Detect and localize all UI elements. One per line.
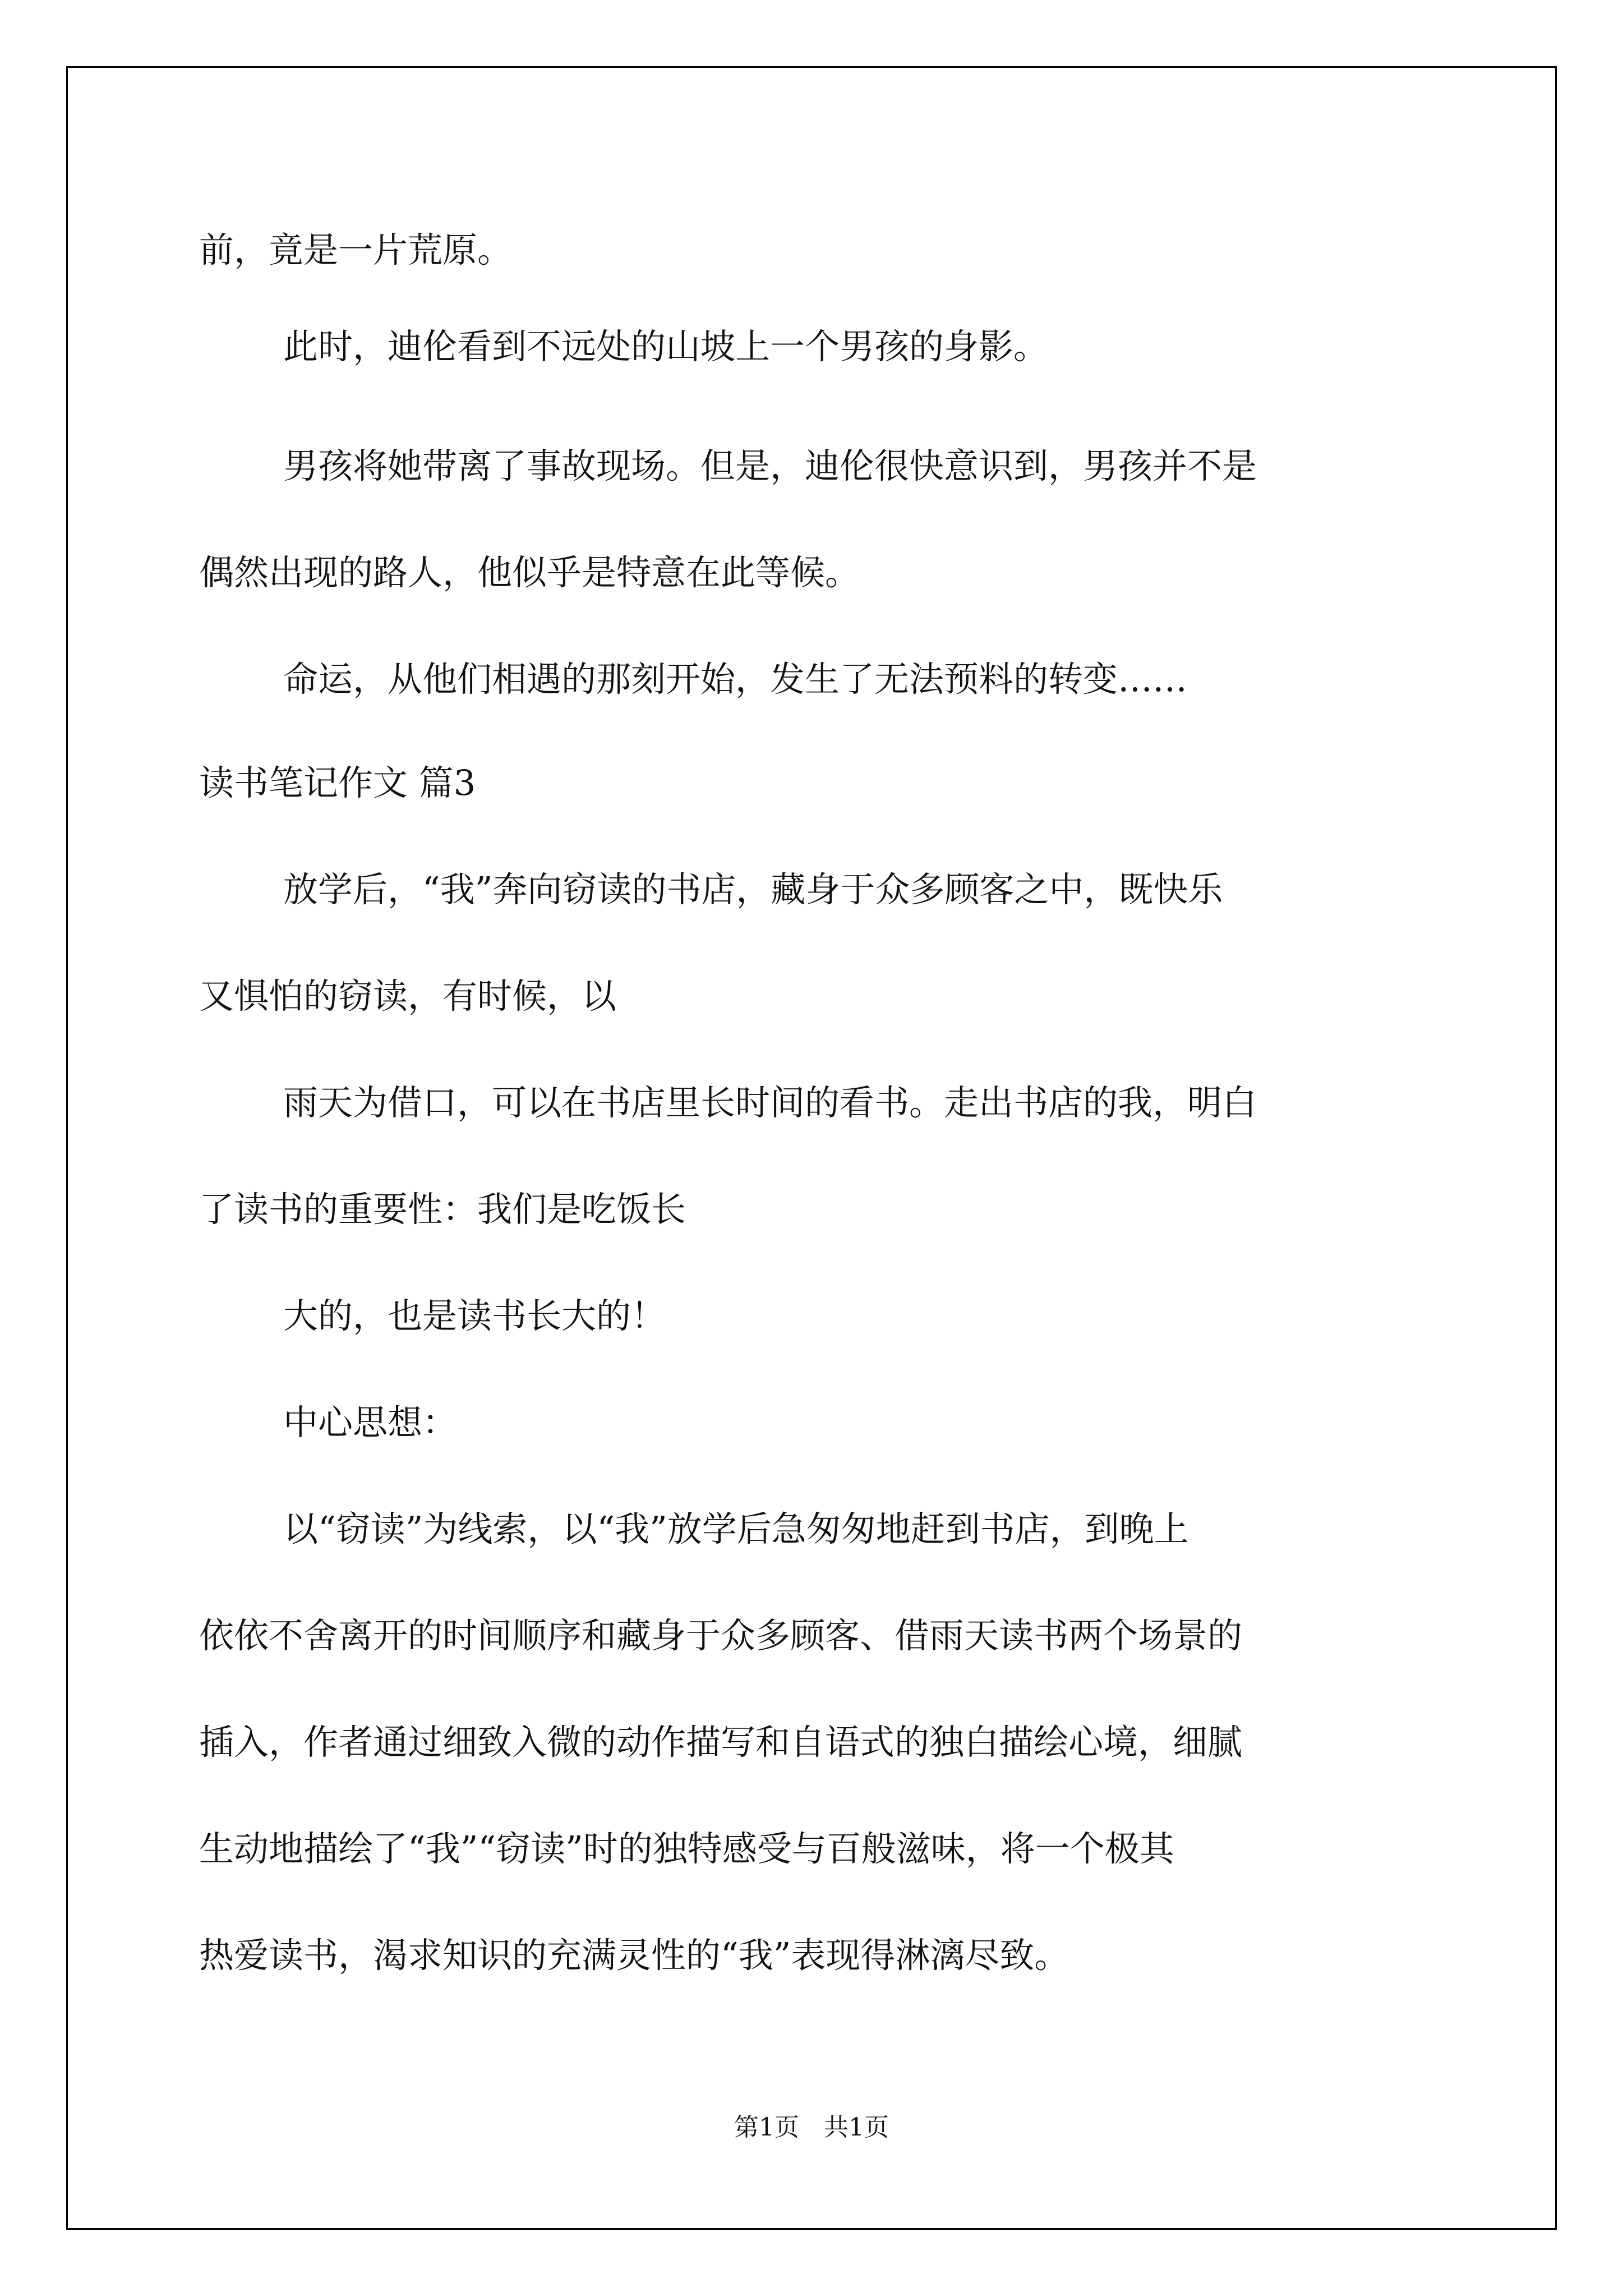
text-line: 前，竟是一片荒原。 (199, 229, 513, 270)
text-line: 依依不舍离开的时间顺序和藏身于众多顾客、借雨天读书两个场景的 (199, 1615, 1243, 1656)
text-line: 又惧怕的窃读，有时候，以 (199, 976, 617, 1016)
text-line: 热爱读书，渴求知识的充满灵性的“我”表现得淋漓尽致。 (199, 1935, 1069, 1976)
text-line: 了读书的重要性：我们是吃饭长 (199, 1189, 686, 1230)
paragraph-start: 雨天为借口，可以在书店里长时间的看书。走出书店的我，明白 (283, 1082, 1257, 1123)
page-number: 第1页 共1页 (734, 2113, 889, 2142)
paragraph-start: 男孩将她带离了事故现场。但是，迪伦很快意识到，男孩并不是 (283, 445, 1257, 486)
paragraph-start: 放学后，“我”奔向窃读的书店，藏身于众多顾客之中，既快乐 (283, 869, 1223, 910)
text-line: 生动地描绘了“我”“窃读”时的独特感受与百般滋味，将一个极其 (199, 1828, 1174, 1869)
paragraph-start: 命运，从他们相遇的那刻开始，发生了无法预料的转变…… (283, 659, 1188, 700)
text-line: 偶然出现的路人，他似乎是特意在此等候。 (199, 552, 860, 593)
page-footer (0, 2107, 1623, 2143)
section-heading: 读书笔记作文 篇3 (199, 762, 476, 803)
paragraph-start: 大的，也是读书长大的！ (283, 1295, 666, 1336)
text-line: 插入，作者通过细致入微的动作描写和自语式的独白描绘心境，细腻 (199, 1722, 1243, 1763)
paragraph-start: 中心思想： (283, 1402, 458, 1443)
paragraph-start: 以“窃读”为线索，以“我”放学后急匆匆地赶到书店，到晚上 (283, 1508, 1189, 1549)
page-frame (66, 66, 1557, 2230)
paragraph-start: 此时，迪伦看到不远处的山坡上一个男孩的身影。 (283, 326, 1049, 367)
